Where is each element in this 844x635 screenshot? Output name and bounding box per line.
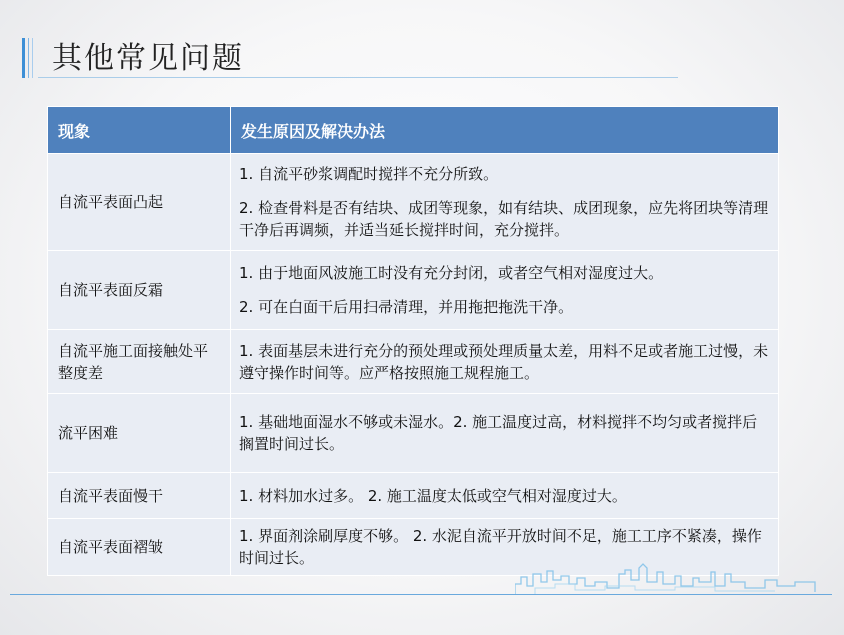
- table-row: [48, 394, 779, 473]
- solution-cell: [231, 154, 779, 251]
- header-phenomenon: 现象: [48, 107, 231, 154]
- solution-line: 1. 基础地面湿水不够或未湿水。2. 施工温度过高，材料搅拌不均匀或者搅拌后搁置时间过长。: [239, 413, 758, 453]
- solution-line: 1. 界面剂涂刷厚度不够。 2. 水泥自流平开放时间不足，施工工序不紧凑，操作时间过长。: [239, 527, 762, 567]
- city-skyline-decoration: [515, 562, 825, 596]
- phenomenon-cell: 自流平表面反霜: [48, 251, 231, 330]
- solution-cell: [231, 473, 779, 519]
- solution-cell: [231, 330, 779, 394]
- header-solutions: 发生原因及解决办法: [231, 107, 779, 154]
- solution-line: 2. 检查骨料是否有结块、成团等现象，如有结块、成团现象，应先将团块等清理干净后再调频，并适当延长搅拌时间，充分搅拌。: [239, 199, 769, 239]
- solution-cell: [231, 394, 779, 473]
- table-row: [48, 330, 779, 394]
- table-row: [48, 251, 779, 330]
- table-row: [48, 154, 779, 251]
- phenomenon-cell: 自流平表面凸起: [48, 154, 231, 251]
- solution-line: 2. 可在白面干后用扫帚清理，并用拖把拖洗干净。: [239, 298, 574, 316]
- phenomenon-cell: 自流平表面褶皱: [48, 519, 231, 576]
- title-decoration-bars: [22, 38, 36, 78]
- solution-cell: [231, 251, 779, 330]
- table-row: [48, 473, 779, 519]
- phenomenon-cell: 流平困难: [48, 394, 231, 473]
- problems-table: [47, 106, 779, 576]
- solution-line: 1. 自流平砂浆调配时搅拌不充分所致。: [239, 165, 499, 183]
- title-underline: [38, 77, 678, 78]
- phenomenon-cell: 自流平表面慢干: [48, 473, 231, 519]
- solution-line: 1. 材料加水过多。 2. 施工温度太低或空气相对湿度过大。: [239, 486, 627, 505]
- footer-rule: [10, 594, 832, 595]
- solution-line: 1. 由于地面风波施工时没有充分封闭，或者空气相对湿度过大。: [239, 264, 664, 282]
- table-header-row: [48, 107, 779, 154]
- solution-line: 1. 表面基层未进行充分的预处理或预处理质量太差，用料不足或者施工过慢，未遵守操作时间等。应严格按照施工规程施工。: [239, 341, 769, 382]
- page-title: 其他常见问题: [52, 41, 244, 76]
- phenomenon-cell: 自流平施工面接触处平整度差: [48, 330, 231, 394]
